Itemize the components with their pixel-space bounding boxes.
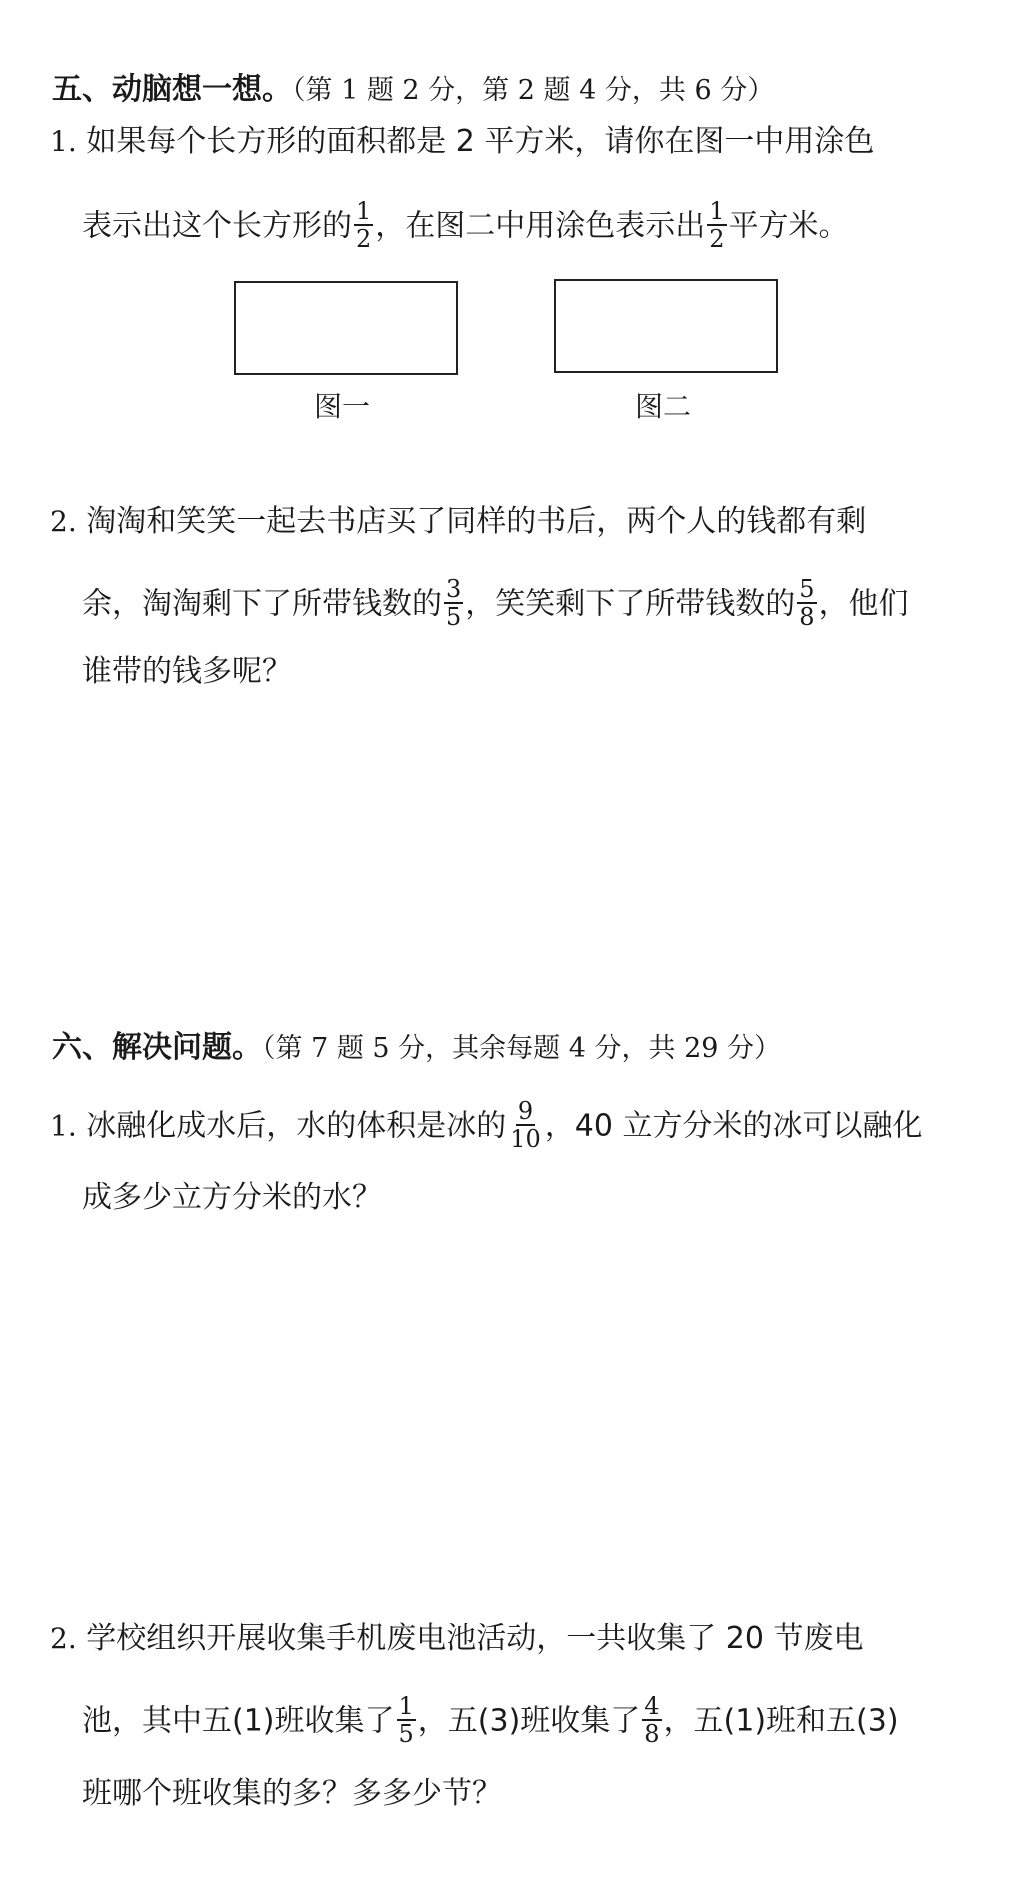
fraction-denominator: 2 bbox=[356, 225, 372, 253]
q6-2-line1 bbox=[50, 1619, 864, 1659]
q5-2-line3 bbox=[82, 652, 292, 692]
section-6-title: 六、解决问题。 bbox=[52, 1030, 262, 1065]
fraction-numerator: 1 bbox=[356, 197, 372, 225]
section-6-note: （第 7 题 5 分，其余每题 4 分，共 29 分） bbox=[262, 1033, 782, 1064]
q6-1-line2 bbox=[82, 1178, 382, 1218]
fraction-numerator: 1 bbox=[709, 197, 725, 225]
q6-2-line2 bbox=[82, 1692, 899, 1749]
fraction-denominator: 8 bbox=[644, 1720, 660, 1748]
q6-1-text-line2: 成多少立方分米的水？ bbox=[82, 1180, 382, 1215]
fraction-denominator: 5 bbox=[446, 603, 462, 631]
q5-2-line2 bbox=[82, 575, 909, 632]
q5-2-text-line1: 淘淘和笑笑一起去书店买了同样的书后，两个人的钱都有剩 bbox=[86, 504, 867, 539]
q5-1-line2 bbox=[82, 197, 849, 254]
fraction-numerator: 9 bbox=[517, 1097, 534, 1125]
q5-2-number: 2. bbox=[50, 505, 77, 538]
q6-2-text-line2a: 池，其中五(1)班收集了 bbox=[82, 1703, 395, 1739]
q6-2-text-line3: 班哪个班收集的多？多多少节？ bbox=[82, 1776, 502, 1811]
fraction-denominator: 2 bbox=[709, 225, 725, 253]
fraction-denominator: 8 bbox=[799, 603, 815, 631]
fraction-denominator: 5 bbox=[398, 1720, 414, 1748]
q5-2-text-line2a: 余，淘淘剩下了所带钱数的 bbox=[82, 586, 442, 622]
fraction-numerator: 4 bbox=[644, 1692, 660, 1720]
q6-1-fraction bbox=[508, 1098, 543, 1152]
q6-1-line1 bbox=[50, 1097, 923, 1154]
q5-2-line1 bbox=[50, 502, 866, 542]
q6-2-fraction-2 bbox=[642, 1693, 661, 1747]
section-6-header bbox=[52, 1028, 781, 1069]
figure-1-caption: 图一 bbox=[314, 390, 371, 423]
q6-1-text-line1b: ，40 立方分米的冰可以融化 bbox=[544, 1108, 923, 1144]
figure-2-caption: 图二 bbox=[635, 390, 692, 423]
q6-2-number: 2. bbox=[50, 1622, 77, 1655]
q5-1-fraction-1 bbox=[354, 198, 373, 252]
q6-1-text-line1a: 冰融化成水后，水的体积是冰的 bbox=[86, 1108, 507, 1144]
q5-1-text-line2c: 平方米。 bbox=[728, 208, 849, 244]
q5-2-fraction-2 bbox=[797, 576, 816, 630]
q6-1-number: 1. bbox=[50, 1109, 77, 1143]
q5-1-number: 1. bbox=[50, 125, 77, 158]
section-5-header bbox=[52, 70, 774, 111]
q5-1-text-line2a: 表示出这个长方形的 bbox=[82, 208, 352, 244]
q6-2-text-line2c: ，五(1)班和五(3) bbox=[663, 1703, 899, 1739]
q5-1-text-line1: 如果每个长方形的面积都是 2 平方米，请你在图一中用涂色 bbox=[86, 124, 875, 159]
fraction-numerator: 5 bbox=[799, 575, 815, 603]
q6-2-line3 bbox=[82, 1774, 502, 1814]
fraction-denominator: 10 bbox=[510, 1125, 541, 1153]
q6-2-fraction-1 bbox=[397, 1693, 416, 1747]
q6-2-text-line2b: ，五(3)班收集了 bbox=[417, 1703, 641, 1739]
fraction-numerator: 1 bbox=[398, 1692, 414, 1720]
q5-2-text-line2b: ，笑笑剩下了所带钱数的 bbox=[465, 586, 796, 622]
section-5-title: 五、动脑想一想。 bbox=[52, 72, 292, 107]
q5-2-fraction-1 bbox=[444, 576, 463, 630]
q5-1-text-line2b: ，在图二中用涂色表示出 bbox=[375, 208, 706, 244]
figure-1-rectangle[interactable] bbox=[234, 281, 458, 375]
section-5-note: （第 1 题 2 分，第 2 题 4 分，共 6 分） bbox=[292, 75, 775, 106]
fraction-numerator: 3 bbox=[446, 575, 462, 603]
q5-2-text-line3: 谁带的钱多呢？ bbox=[82, 654, 292, 689]
q5-1-line1 bbox=[50, 122, 874, 162]
q6-2-text-line1: 学校组织开展收集手机废电池活动，一共收集了 20 节废电 bbox=[86, 1621, 864, 1656]
figure-2-rectangle[interactable] bbox=[554, 279, 778, 373]
q5-2-text-line2c: ，他们 bbox=[818, 586, 909, 622]
q5-1-fraction-2 bbox=[707, 198, 726, 252]
